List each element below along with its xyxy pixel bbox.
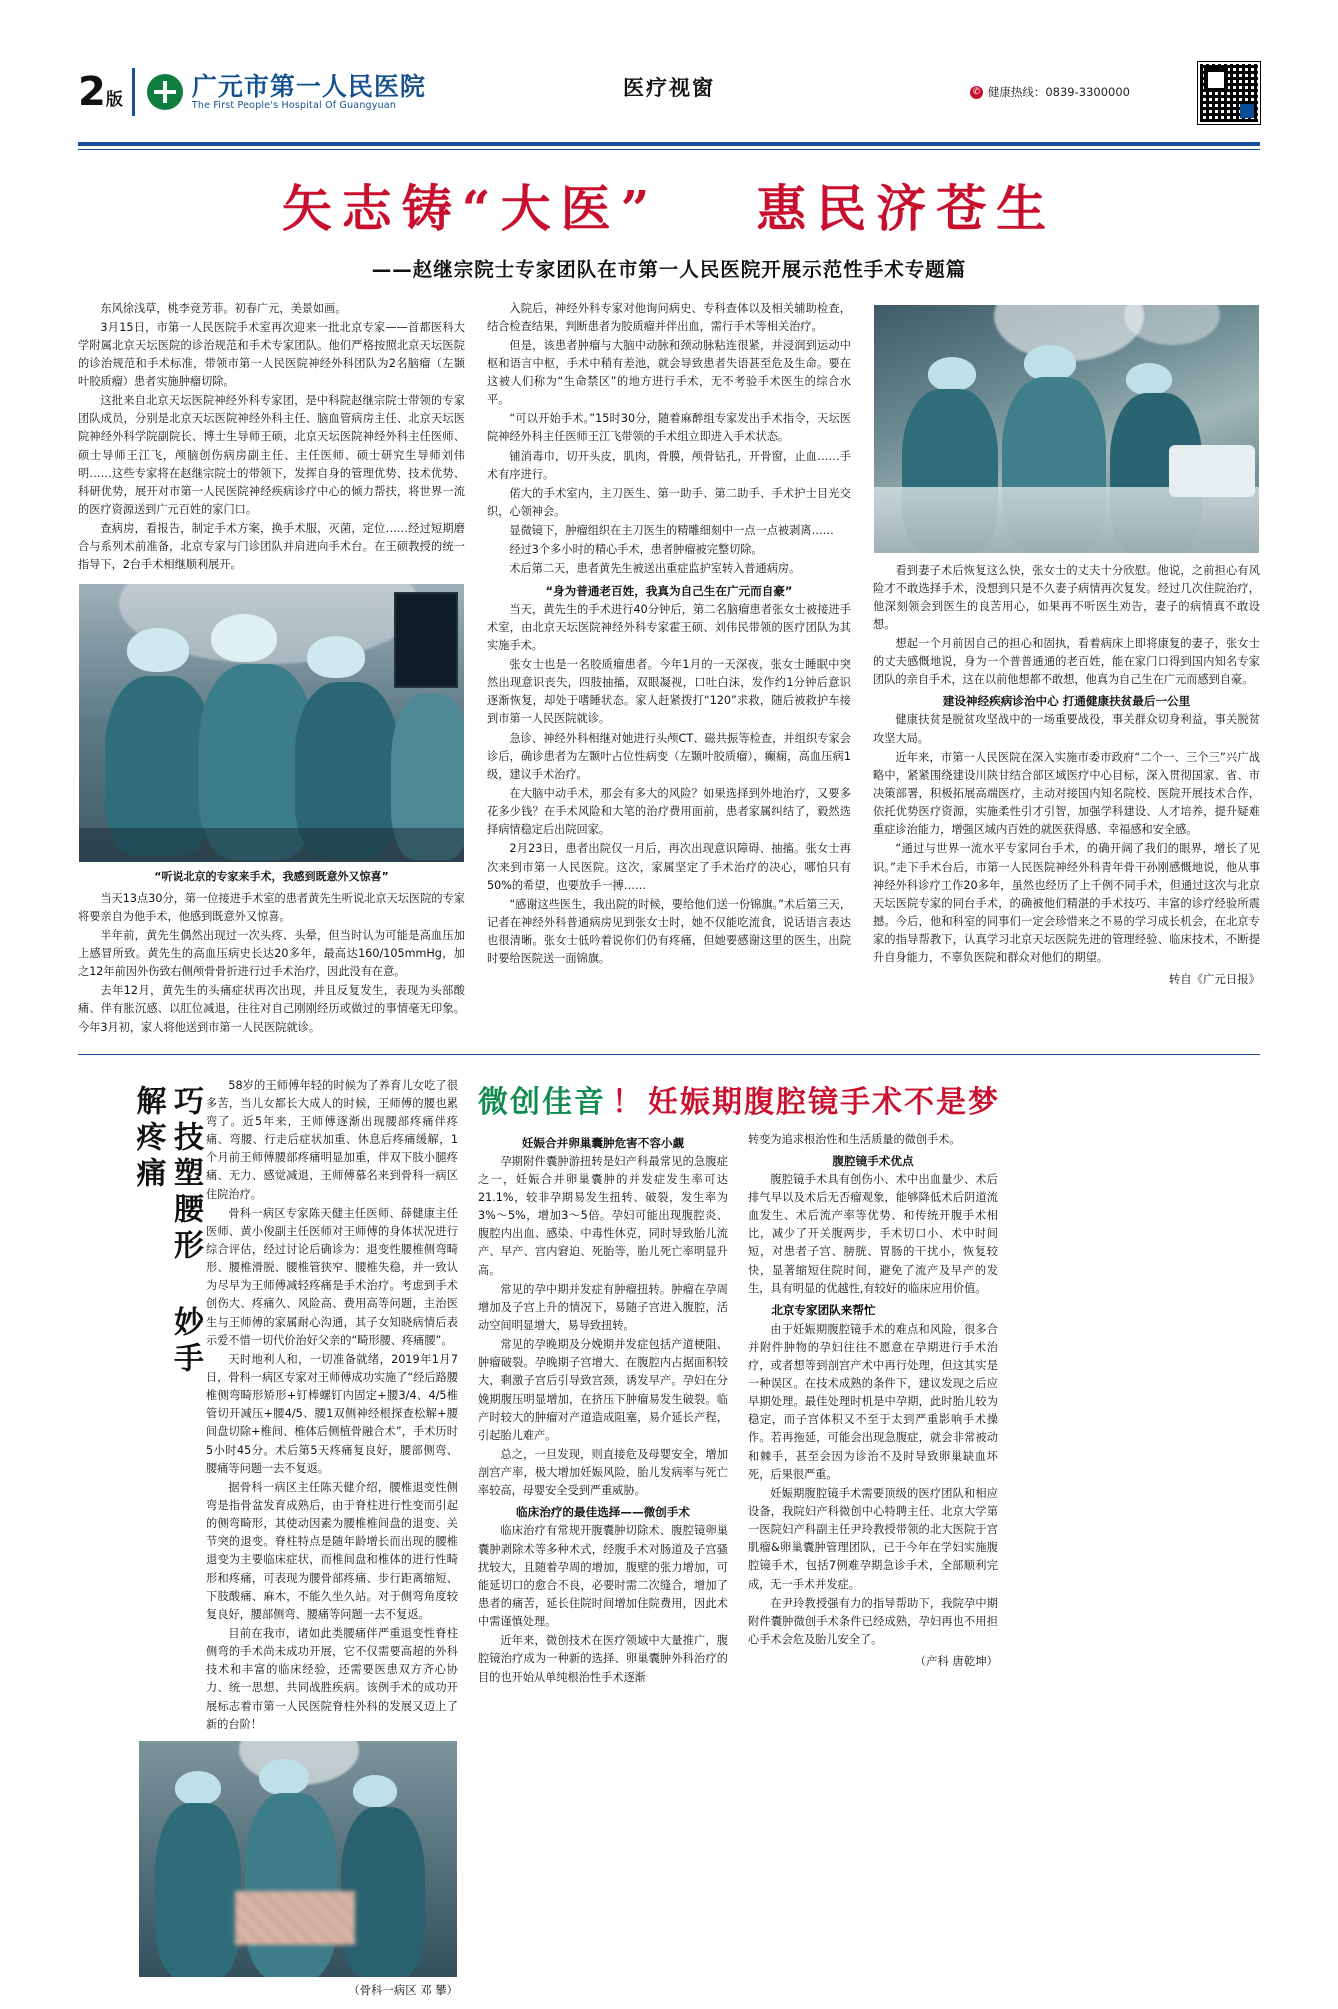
subheading: 腹腔镜手术优点 xyxy=(832,1153,914,1168)
paragraph: 偌大的手术室内，主刀医生、第一助手、第二助手、手术护士目光交织，心领神会。 xyxy=(487,486,851,519)
paragraph: 铺消毒巾，切开头皮，肌肉，骨膜，颅骨钻孔，开骨窗，止血……手术有序进行。 xyxy=(487,449,851,481)
feature-byline: （骨科一病区 邓 攀） xyxy=(348,1982,458,1997)
headline-block xyxy=(78,180,1260,282)
article-column-1 xyxy=(78,300,465,1038)
paragraph: 半年前，黄先生偶然出现过一次头疼、头晕，但当时认为可能是高血压加上感冒所致。黄先生的高血压病史长达20多年，最高达160/105mmHg，加之12年前因外伤致右侧颅骨骨折进行过手术治疗，因此没有在意。 xyxy=(78,928,465,979)
paragraph: 术后第二天，患者黄先生被送出重症监护室转入普通病房。 xyxy=(509,562,801,576)
paragraph: “可以开始手术。”15时30分，随着麻醉组专家发出手术指令，天坛医院神经外科主任医师王江飞带领的手术组立即进入手术状态。 xyxy=(487,412,851,444)
paragraph: 目前在我市，诸如此类腰痛伴严重退变性脊柱侧弯的手术尚未成功开展，它不仅需要高超的外科技术和丰富的临床经验，还需要医患双方齐心协力、统一思想、共同战胜疾病。该例手术的成功开展标志着市第一人民医院脊柱外科的发展又迈上了新的台阶！ xyxy=(206,1626,458,1731)
paragraph: 去年12月，黄先生的头痛症状再次出现，并且反复发生，表现为头部酸痛、伴有胀沉感、以肛位减退，往往对自己刚刚经历或做过的事情毫无印象。今年3月初，家人将他送到市第一人民医院就诊。 xyxy=(78,984,465,1034)
paragraph: 妊娠期腹腔镜手术需要顶级的医疗团队和相应设备，我院妇产科微创中心特聘主任、北京大学第一医院妇产科副主任尹玲教授带领的北大医院于宫肌瘤&卵巢囊肿管理团队，已于今年在学妇实施腹腔镜手术，包括7例难孕期急诊手术，全部顺利完成，无一手术并发症。 xyxy=(748,1486,998,1591)
article-subheading: “身为普通老百姓，我真为自己生在广元而自豪” xyxy=(545,583,793,598)
paragraph: 张女士也是一名胶质瘤患者。今年1月的一天深夜，张女士睡眠中突然出现意识丧失，四肢抽搐，双眼凝视，口吐白沫，发作约1分钟后意识逐渐恢复，却处于嗜睡状态。家人赶紧拨打“120”求救，随后被救护车接到市第一人民医院就诊。 xyxy=(487,658,851,726)
paragraph: 经过3个多小时的精心手术，患者肿瘤被完整切除。 xyxy=(509,543,763,557)
paragraph: 当天，黄先生的手术进行40分钟后，第二名脑瘤患者张女士被接进手术室，由北京天坛医院神经外科专家霍王硕、刘伟民带领的医疗团队为其实施手术。 xyxy=(487,602,851,652)
paragraph: 在尹玲教授强有力的指导帮助下，我院孕中期附件囊肿微创手术条件已经成熟，孕妇再也不用担心手术会危及胎儿安全了。 xyxy=(748,1596,998,1647)
paragraph: “感谢这些医生，我出院的时候，要给他们送一份锦旗。”术后第三天，记者在神经外科普通病房见到张女士时，她不仅能吃流食，说话语言表达也很清晰。张女士低吟着说你们仍有疼痛，但她要感谢这里的医生，出院时要给医院送一面锦旗。 xyxy=(487,897,852,966)
paragraph: 孕期附件囊肿游扭转是妇产科最常见的急腹症之一，妊娠合并卵巢囊肿的并发症发生率可达21.1%，较非孕期易发生扭转、破裂，发生率为3%～5%，增加3～5倍。孕妇可能出现腹腔炎、腹腔内出血、感染、中毒性休克，同时导致胎儿流产、早产、宫内窘迫、死胎等，胎儿死亡率明显升高。 xyxy=(478,1154,728,1277)
feature-body xyxy=(206,1077,458,1734)
paragraph: 想起一个月前因自己的担心和固执，看着病床上即将康复的妻子，张女士的丈夫感慨地说，身为一个普普通通的老百姓，能在家门口得到国内知名专家团队的亲自手术，这在以前他想都不敢想，他真为自己生在广元而感到自豪。 xyxy=(873,637,1260,687)
feature-headline-bang: ！ xyxy=(612,1084,642,1120)
paragraph: 这批来自北京天坛医院神经外科专家团，是中科院赵继宗院士带领的专家团队成员，分别是北京天坛医院神经外科主任、脑血管病房主任、北京天坛医院神经外科学院副院长、博士生导师王硕，北京天坛医院神经外科主任医师、硕士导师王江飞，颅脑创伤病房副主任、主任医师、硕士研究生导师刘伟明……这些专家将在赵继宗院士的带领下，发挥自身的管理优势、技术优势、科研优势，展开对市第一人民医院神经疾病诊疗中心的倾力帮扶，将世界一流的医疗资源送到广元百姓的家门口。 xyxy=(78,394,465,517)
article-subheading: 建设神经疾病诊治中心 打通健康扶贫最后一公里 xyxy=(942,694,1191,709)
paragraph: 查病房，看报告，制定手术方案，换手术服，灭菌，定位……经过短期磨合与系列术前准备，北京专家与门诊团队并肩进向手术台。在王硕教授的统一指导下，2台手术相继顺利展开。 xyxy=(78,522,465,572)
paragraph: 但是，该患者肿瘤与大脑中动脉和颈动脉粘连很紧，并浸润到运动中枢和语言中枢，手术中稍有差池，就会导致患者失语甚至危及生命。要在这被人们称为“生命禁区”的地方进行手术，无不考验手术医生的综合水平。 xyxy=(487,338,851,407)
paragraph: 转变为追求根治性和生活质量的微创手术。 xyxy=(748,1132,961,1146)
photo-orthopedic-surgery xyxy=(138,1740,458,1978)
feature-headline-tag: 微创佳音 xyxy=(478,1084,606,1120)
feature-spine-surgery xyxy=(78,1077,458,2009)
paragraph: 据骨科一病区主任陈天健介绍，腰椎退变性侧弯是指骨盆发育成熟后，由于脊柱进行性变而引起的侧弯畸形，其使动因素为腰椎椎间盘的退变、关节突的退变。脊柱特点是随年龄增长而出现的腰椎退变为主要临床症状，而椎间盘和椎体的进行性畸形和疼痛，可表现为腰骨部疼痛、步行距离缩短、下肢酸痛、麻木，不能久坐久站。对于侧弯角度较复良好，腰部侧弯、腰痛等问题一去不复返。 xyxy=(206,1480,458,1621)
paragraph: 东风徐浅草，桃李竞芳菲。初春广元，美景如画。 xyxy=(100,301,347,315)
paragraph: 总之，一旦发现，则直接危及母婴安全，增加剖宫产率，极大增加妊娠风险，胎儿发病率与死亡率较高，母婴安全受到严重威胁。 xyxy=(478,1447,728,1498)
subheading: 北京专家团队来帮忙 xyxy=(771,1302,876,1317)
paragraph: 健康扶贫是脱贫攻坚战中的一场重要战役，事关群众切身利益，事关脱贫攻坚大局。 xyxy=(873,713,1260,745)
paragraph: 腹腔镜手术具有创伤小、术中出血量少、术后排气早以及术后无否瘤观象，能够降低术后阴道流血发生、术后流产率等优势、和传统开腹手术相比，减少了开关腹两步，手术切口小、术中时间短，对患者子宫、膀胱、胃肠的干扰小，恢复较快，显著缩短住院时间，避免了流产及早产的发生，具有明显的优越性,有较好的临床应用价值。 xyxy=(748,1172,998,1295)
phone-icon: ✆ xyxy=(970,86,983,99)
laparoscopy-column-1 xyxy=(478,1131,728,1688)
paragraph: 骨科一病区专家陈天健主任医师、薛健康主任医师、黄小俊副主任医师对王师傅的身体状况进行综合评估，经过讨论后确诊为：退变性腰椎侧弯畸形、腰椎滑脱、腰椎管狭窄、腰椎失稳，并一致认为尽早为王师傅减轻疼痛是手术治疗。考虑到手术创伤大、疼痛久、风险高、费用高等问题，主治医生与王师傅的家属耐心沟通，其子女知晓病情后表示爱不惜一切代价治好父亲的“畸形腰、疼痛腰”。 xyxy=(206,1206,458,1347)
hospital-name-cn: 广元市第一人民医院 xyxy=(191,71,426,101)
hotline xyxy=(970,84,1130,100)
page-number-value: 2 xyxy=(78,69,105,115)
paragraph: 天时地利人和，一切准备就绪，2019年1月7日，骨科一病区专家对王师傅成功实施了“经后路腰椎侧弯畸形矫形+钉棒螺钉内固定+腰3/4、4/5椎管切开减压+腰4/5、腰1双侧神经根探查松解+腰间盘切除+椎间、椎体后侧植骨融合术”，手术历时5小时45分。术后第5天疼痛复良好，腰部侧弯、腰痛等问题一去不复返。 xyxy=(206,1352,458,1475)
article-column-3 xyxy=(873,300,1260,1038)
paragraph: 近年来，市第一人民医院在深入实施市委市政府“二个一、三个三”兴广战略中，紧紧围绕建设川陕甘结合部区域医疗中心目标，深入贯彻国家、省、市决策部署，积极拓展高端医疗，主动对接国内知名院校、医院开展技术合作，依托优势医疗资源，实施柔性引才引智，加强学科建设、人才培养，提升疑难重症诊治能力，增强区域内百姓的就医获得感、幸福感和安全感。 xyxy=(873,750,1260,837)
qr-code[interactable] xyxy=(1198,62,1260,124)
paragraph: 58岁的王师傅年轻的时候为了养育儿女吃了很多苦，当儿女都长大成人的时候，王师傅的腰也累弯了。近5年来，王师傅逐渐出现腰部疼痛伴疼痛、弯腰、行走后症状加重、休息后疼痛缓解，1个月前王师傅腰部疼痛明显加重，伴双下肢小腿疼痛、无力、感觉减退，王师傅慕名来到骨科一病区住院治疗。 xyxy=(206,1078,458,1201)
article-source: 转自《广元日报》 xyxy=(1168,972,1260,987)
photo-operating-room xyxy=(873,304,1260,554)
hotline-text: 健康热线：0839-3300000 xyxy=(987,85,1130,99)
paragraph: 在大脑中动手术，那会有多大的风险？如果选择到外地治疗，又要多花多少钱？在手术风险和大笔的治疗费用面前，患者家属纠结了，毅然选择病情稳定后出院回家。 xyxy=(487,787,851,837)
laparoscopy-column-2 xyxy=(748,1131,998,1688)
paragraph: “通过与世界一流水平专家同台手术，的确开阔了我们的眼界，增长了见识。”走下手术台后，市第一人民医院神经外科青年骨干孙刚感慨地说，他从事神经外科诊疗工作20多年，虽然也经历了上千例不同手术，但通过这次与北京天坛医院专家的同台手术，的确被他们精湛的手术技巧、丰富的诊疗经验所震撼。今后，他和科室的同事们一定会珍惜来之不易的学习成长机会，在北京专家的指导帮教下，认真学习北京天坛医院先进的管理经验、临床技术，不断提升自身能力，不辜负医院和群众对他们的期望。 xyxy=(873,842,1260,965)
feature-title-vertical: 巧技塑腰形 妙手解疼痛 xyxy=(130,1084,203,1378)
section-title: 医疗视窗 xyxy=(623,76,715,100)
photo-caption: “听说北京的专家来手术，我感到既意外又惊喜” xyxy=(154,869,389,883)
paragraph: 常见的孕中期并发症有肿瘤扭转。肿瘤在孕周增加及子宫上升的情况下，易随子宫进入腹腔，活动空间明显增大，易导致扭转。 xyxy=(478,1282,728,1332)
photo-doctors-reviewing-films xyxy=(78,583,465,863)
paragraph: 由于妊娠期腹腔镜手术的难点和风险，很多合并附件肿物的孕妇往往不愿意在孕期进行手术治疗，或者想等到剖宫产术中再行处理，但这其实是一种误区。在技术成熟的条件下，建议发现之后应早期处理。最佳处理时机是中孕期，此时胎儿较为稳定，而子宫体积又不至于太到严重影响手术操作。若再拖延，可能会出现急腹症，就会非常被动和棘手，甚至会因为诊治不及时导致卵巢缺血坏死，后果很严重。 xyxy=(748,1322,998,1481)
section-separator xyxy=(78,1054,1260,1055)
paragraph: 近年来，微创技术在医疗领域中大量推广，腹腔镜治疗成为一种新的选择、卵巢囊肿外科治疗的目的也开始从单纯根治性手术逐渐 xyxy=(478,1634,728,1684)
article-column-2 xyxy=(487,300,851,1038)
laparoscopy-column-3 xyxy=(1018,1131,1268,1688)
feature-headline-rest: 妊娠期腹腔镜手术不是梦 xyxy=(648,1084,1000,1120)
subheading: 临床治疗的最佳选择——微创手术 xyxy=(516,1505,690,1520)
masthead-rule-thick xyxy=(78,142,1260,146)
headline-main-left: 矢志铸“大医” xyxy=(281,179,660,238)
paragraph: 入院后，神经外科专家对他询问病史、专科查体以及相关辅助检查，结合检查结果，判断患者为胶质瘤并伴出血，需行手术等相关治疗。 xyxy=(487,301,851,333)
feature-headline xyxy=(478,1077,1268,1121)
paragraph: 当天13点30分，第一位接进手术室的患者黄先生听说北京天坛医院的专家将要亲自为他手术，他感到既意外又惊喜。 xyxy=(78,891,465,923)
masthead xyxy=(78,46,1260,138)
paragraph: 看到妻子术后恢复这么快，张女士的丈夫十分欣慰。他说，之前担心有风险才不敢选择手术，没想到只是不久妻子病情再次复发。经过几次住院治疗，他深刻领会到医生的良苦用心，如果再不听医生劝告，妻子的病情真不敢设想。 xyxy=(873,563,1260,631)
paragraph: 2月23日，患者出院仅一月后，再次出现意识障碍、抽搐。张女士再次来到市第一人民医院。这次，家属坚定了手术治疗的决心，哪怕只有50%的希望，也要放手一搏…… xyxy=(487,842,851,892)
masthead-rule-thin xyxy=(78,149,1260,150)
headline-main xyxy=(78,180,1260,238)
headline-main-right: 惠民济苍生 xyxy=(756,179,1057,238)
feature-laparoscopy xyxy=(478,1077,1268,2009)
paragraph: 急诊、神经外科相继对她进行头颅CT、磁共振等检查，并组织专家会诊后，确诊患者为左颞叶占位性病变（左颞叶胶质瘤），癫痫，高血压病1级，建议手术治疗。 xyxy=(487,731,851,781)
paragraph: 3月15日，市第一人民医院手术室再次迎来一批北京专家——首都医科大学附属北京天坛医院的诊治规范和手术专家团队。他们严格按照北京天坛医院的诊治规范和手术标准，带领市第一人民医院神经外科团队为2名脑瘤（左颞叶胶质瘤）患者实施肿瘤切除。 xyxy=(78,320,465,389)
paragraph: 显微镜下，肿瘤组织在主刀医生的精雕细刻中一点一点被剥离…… xyxy=(509,524,834,538)
hospital-name-en: The First People's Hospital Of Guangyuan xyxy=(191,100,397,112)
newspaper-page xyxy=(0,46,1338,1997)
page-number-suffix: 版 xyxy=(105,90,122,110)
headline-subtitle: ——赵继宗院士专家团队在市第一人民医院开展示范性手术专题篇 xyxy=(371,257,967,281)
subheading: 妊娠合并卵巢囊肿危害不容小觑 xyxy=(521,1135,685,1150)
paragraph: 临床治疗有常规开腹囊肿切除术、腹腔镜卵巢囊肿剥除术等多种术式，经腹手术对肠道及子宫骚扰较大，且随着孕周的增加，腹壁的张力增加，可能延切口的愈合不良，必要时需二次缝合，增加了患者的痛苦，延长住院时间增加住院费用，因此术中需谨慎处理。 xyxy=(478,1524,728,1629)
paragraph: 常见的孕晚期及分娩期并发症包括产道梗阻、肿瘤破裂。孕晚期子宫增大、在腹腔内占据面积较大，剩激子宫后引导致宫颈，诱发早产。孕妇在分娩期腹压明显增加，在挤压下肿瘤易发生破裂。临产时较大的肿瘤对产道造成阻塞，易介延长产程，引起胎儿难产。 xyxy=(478,1338,728,1442)
lower-section xyxy=(78,1077,1260,2009)
main-article xyxy=(78,300,1260,1038)
feature-byline: （产科 唐乾坤） xyxy=(914,1654,998,1669)
